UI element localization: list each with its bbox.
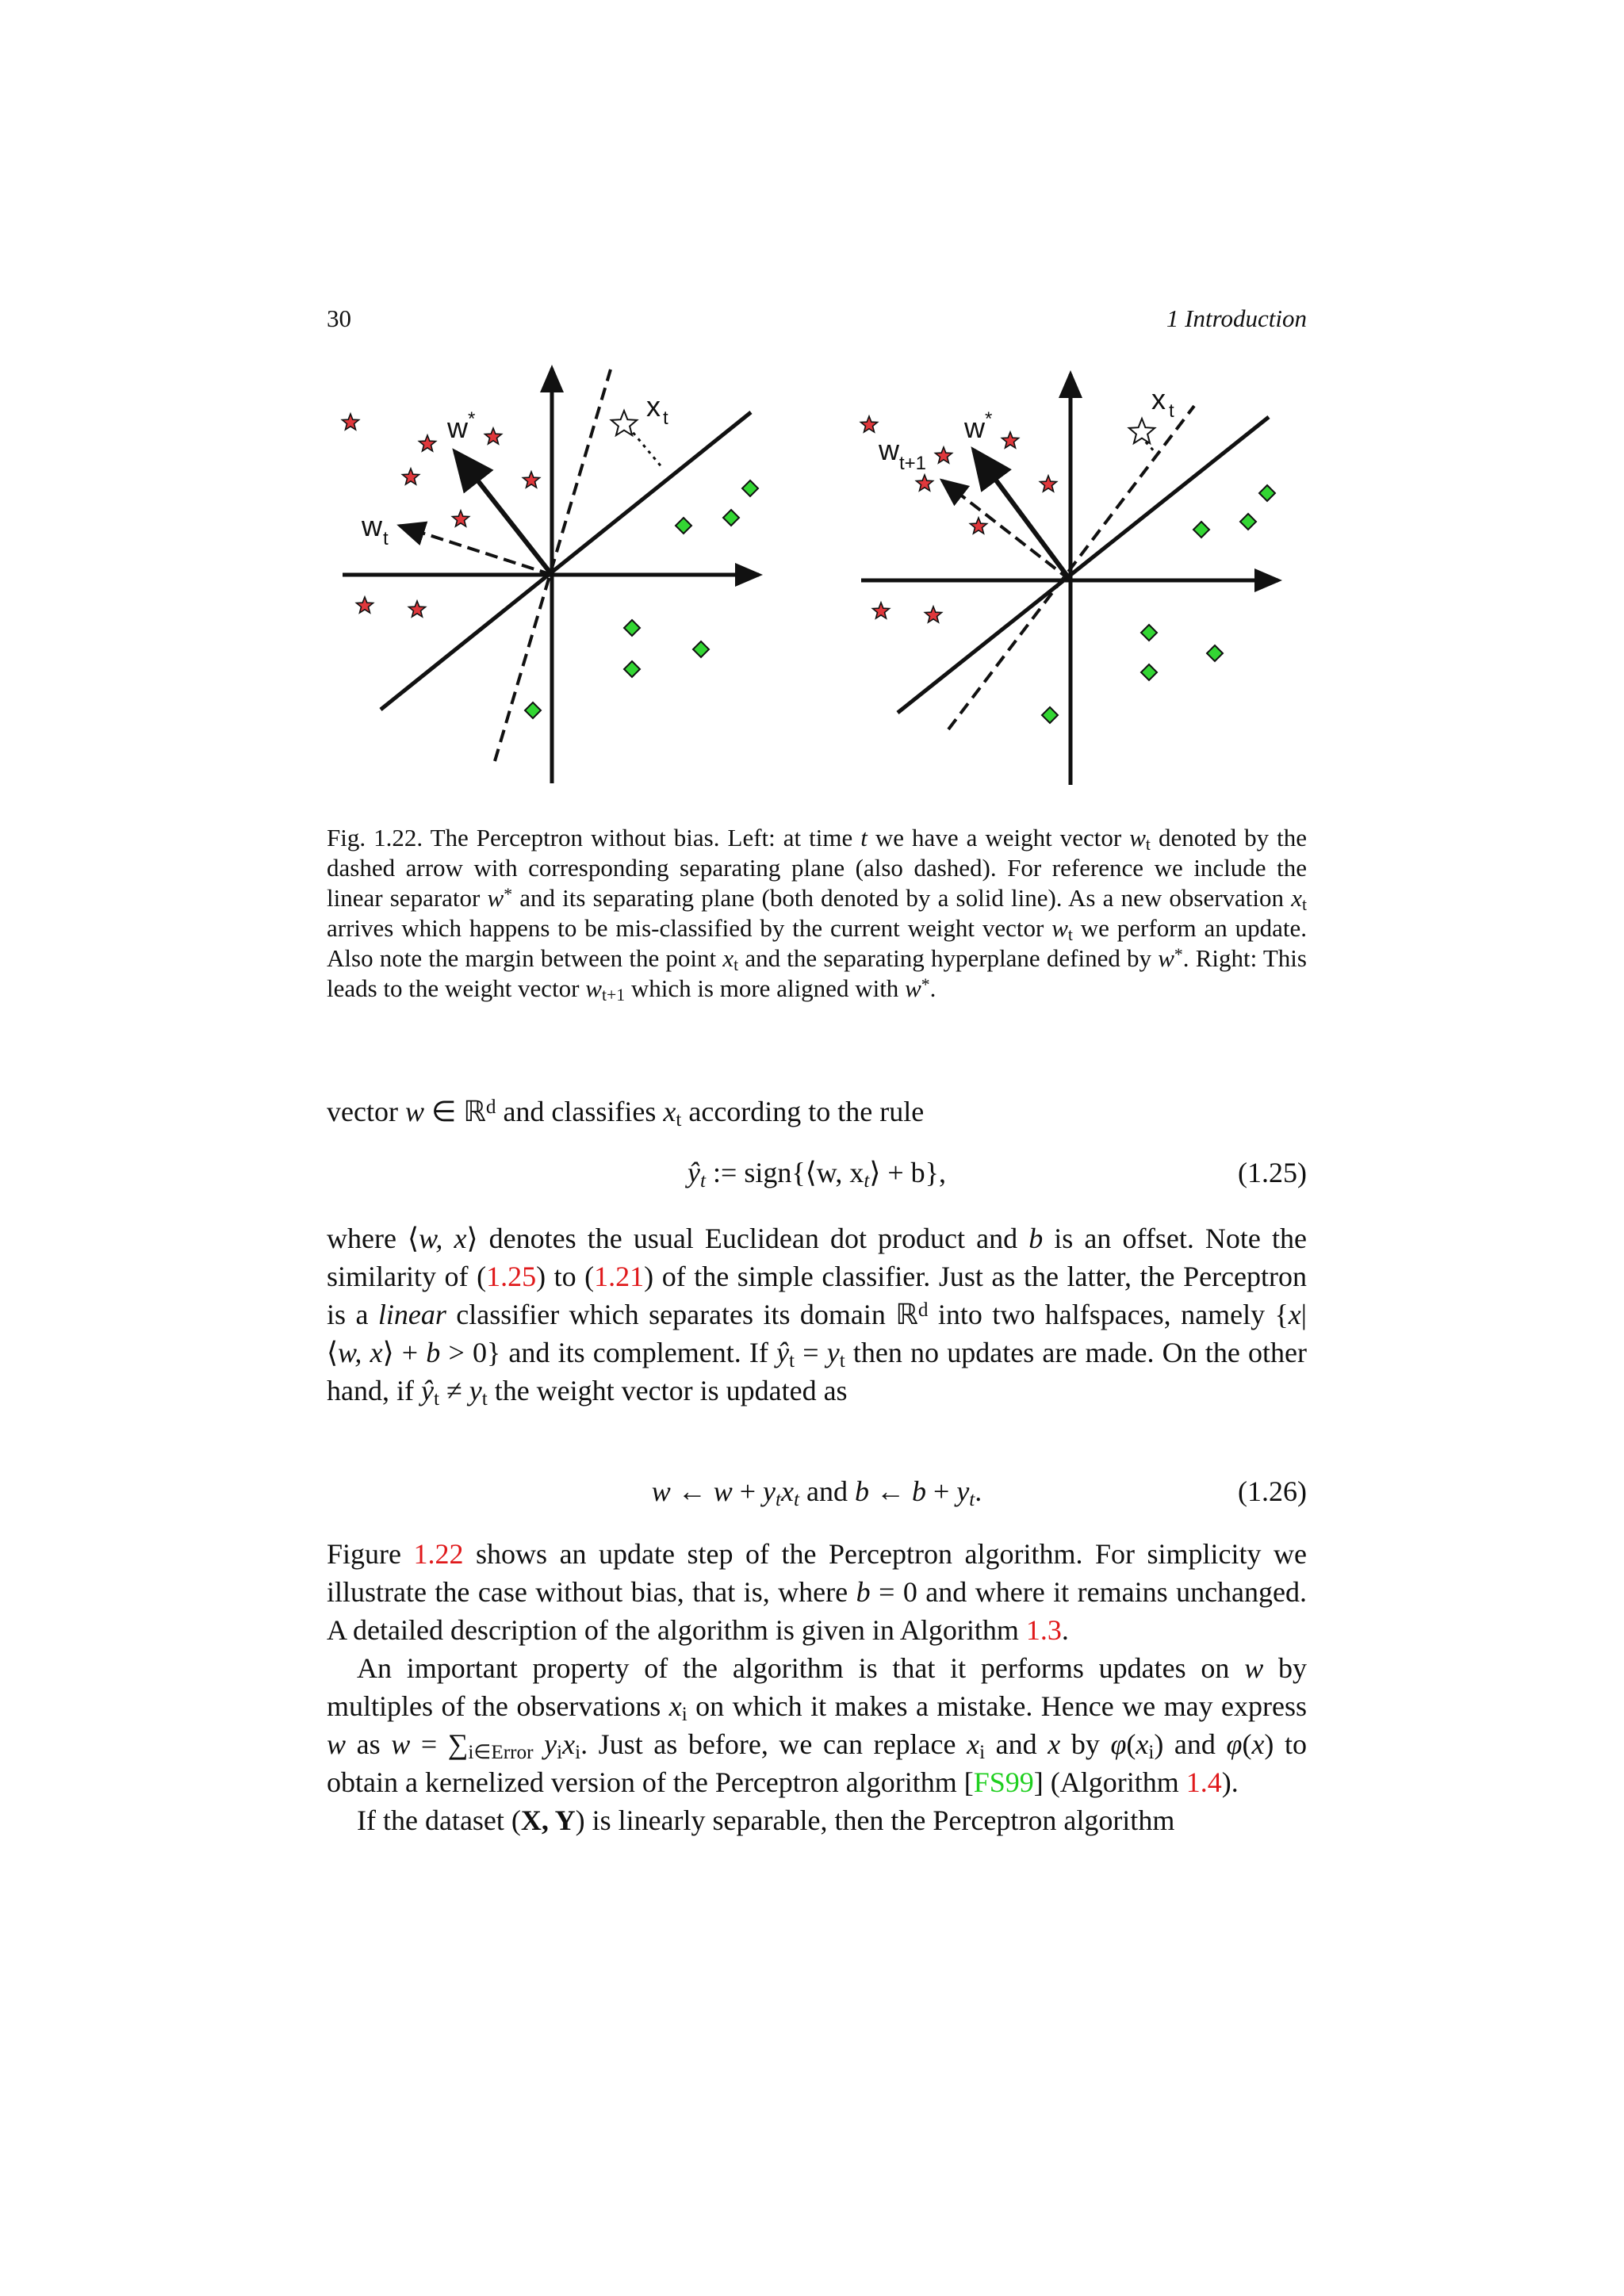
- equation-1-25: [327, 1156, 1307, 1194]
- caption-label: Fig. 1.22.: [327, 824, 423, 851]
- w-star-label: w: [964, 411, 985, 444]
- negative-point-star: [453, 511, 469, 526]
- negative-point-star: [343, 414, 359, 430]
- negative-point-star: [971, 518, 987, 534]
- positive-point-diamond: [1141, 664, 1157, 680]
- w-star-vector: [455, 452, 552, 575]
- citation-link[interactable]: FS99: [973, 1766, 1034, 1798]
- negative-point-star: [409, 601, 426, 617]
- x-t-label: x: [1151, 383, 1166, 415]
- paragraph-1: where ⟨w, x⟩ denotes the usual Euclidean dot product and b is an offset. Note the similarity of (1.25) to (1.21) of the simple classifier. Just as the latter, the Perceptron is a linear classifier which separates its domain ℝ$^d$ into two halfspaces, namely {x| ⟨w, x⟩ + b > 0} and its complement. If ŷt = yt then no updates are made. On the other hand, if ŷt ≠ yt the weight vector is updated as: [327, 1223, 1308, 1410]
- figure-left-panel: [327, 349, 787, 793]
- separating-plane-w-star: [898, 417, 1269, 713]
- algorithm-ref-link[interactable]: 1.3: [1025, 1614, 1062, 1646]
- equation-number: (1.25): [1238, 1157, 1307, 1188]
- positive-point-diamond: [624, 620, 640, 636]
- positive-point-diamond: [676, 518, 691, 534]
- w-t-vector: [400, 526, 552, 575]
- w-t-label-sub: t: [383, 528, 389, 549]
- equation-ref-link[interactable]: 1.21: [594, 1261, 645, 1292]
- w-star-label: w: [447, 411, 468, 444]
- negative-point-star: [873, 603, 890, 618]
- w-star-label-sup: *: [985, 408, 993, 430]
- equation-1-25-body: ŷt := sign{⟨w, xt⟩ + b},: [688, 1157, 946, 1192]
- negative-point-star: [925, 607, 942, 622]
- w-t1-label-sub: t+1: [899, 453, 927, 474]
- negative-point-star: [1002, 432, 1019, 448]
- negative-point-star: [523, 472, 540, 488]
- negative-point-star: [403, 469, 419, 484]
- w-t-label: w: [362, 510, 382, 542]
- x-t-label-sub: t: [663, 408, 668, 429]
- figure-caption: Fig. 1.22. The Perceptron without bias. Left: at time t we have a weight vector wt denoted by the dashed arrow with corresponding separating plane (also dashed). For reference we include the linear separator w* and its separating plane (both denoted by a solid line). As a new observation xt arrives which happens to be mis-classified by the current weight vector wt we perform an update. Also note the margin between the point xt and the separating hyperplane defined by w*. Right: This leads to the weight vector wt+1 which is more aligned with w*.: [327, 824, 1308, 1004]
- paragraph-2: Figure 1.22 shows an update step of the Perceptron algorithm. For simplicity we illustrate the case without bias, that is, where b = 0 and where it remains unchanged. A detailed description of the algorithm is given in Algorithm 1.3.: [327, 1538, 1308, 1646]
- positive-point-diamond: [1240, 514, 1256, 530]
- negative-point-star: [357, 597, 373, 613]
- positive-point-diamond: [1207, 645, 1223, 661]
- positive-point-diamond: [624, 661, 640, 677]
- positive-point-diamond: [525, 702, 541, 718]
- algorithm-ref-link[interactable]: 1.4: [1185, 1766, 1222, 1798]
- w-star-label-sup: *: [468, 408, 476, 430]
- body-intro: vector w ∈ ℝ$^d$ and classifies xt according to the rule: [327, 1096, 925, 1131]
- positive-point-diamond: [1141, 625, 1157, 641]
- x-t-label: x: [646, 390, 661, 423]
- negative-point-star: [936, 447, 952, 463]
- paragraphs-2-4: [327, 1535, 1307, 1839]
- x-t-label-sub: t: [1169, 400, 1174, 422]
- paragraph-4: If the dataset (X, Y) is linearly separable, then the Perceptron algorithm: [357, 1804, 1175, 1836]
- equation-1-26: [327, 1475, 1307, 1513]
- negative-point-star: [485, 428, 502, 444]
- positive-point-diamond: [723, 510, 739, 526]
- negative-point-star: [861, 416, 878, 432]
- positive-point-diamond: [1042, 707, 1058, 723]
- positive-point-diamond: [693, 641, 709, 657]
- separating-plane-w-star: [381, 412, 751, 710]
- negative-point-star: [917, 475, 933, 491]
- positive-point-diamond: [1259, 485, 1275, 501]
- figure-ref-link[interactable]: 1.22: [413, 1538, 464, 1570]
- paragraph-3: An important property of the algorithm is that it performs updates on w by multiples of the observations xi on which it makes a mistake. Hence we may express w as w = ∑i∈Error yixi. Just as before, we can replace xi and x by φ(xi) and φ(x) to obtain a kernelized version of the Perceptron algorithm [FS99] (Algorithm 1.4).: [327, 1652, 1308, 1798]
- margin-dotted-line: [628, 427, 663, 469]
- equation-1-26-body: w ← w + ytxt and b ← b + yt.: [651, 1475, 982, 1510]
- new-observation-star: [611, 411, 637, 435]
- w-t1-label: w: [879, 434, 899, 466]
- equation-number: (1.26): [1238, 1475, 1307, 1507]
- positive-point-diamond: [742, 480, 758, 496]
- page-header: [327, 304, 1307, 336]
- negative-point-star: [419, 435, 436, 451]
- chapter-title: 1 Introduction: [1166, 304, 1307, 332]
- positive-point-diamond: [1193, 522, 1209, 538]
- figure-right-panel: [845, 349, 1305, 793]
- negative-point-star: [1040, 476, 1057, 492]
- page-number: 30: [327, 304, 351, 332]
- new-observation-star: [1129, 419, 1155, 443]
- equation-ref-link[interactable]: 1.25: [486, 1261, 537, 1292]
